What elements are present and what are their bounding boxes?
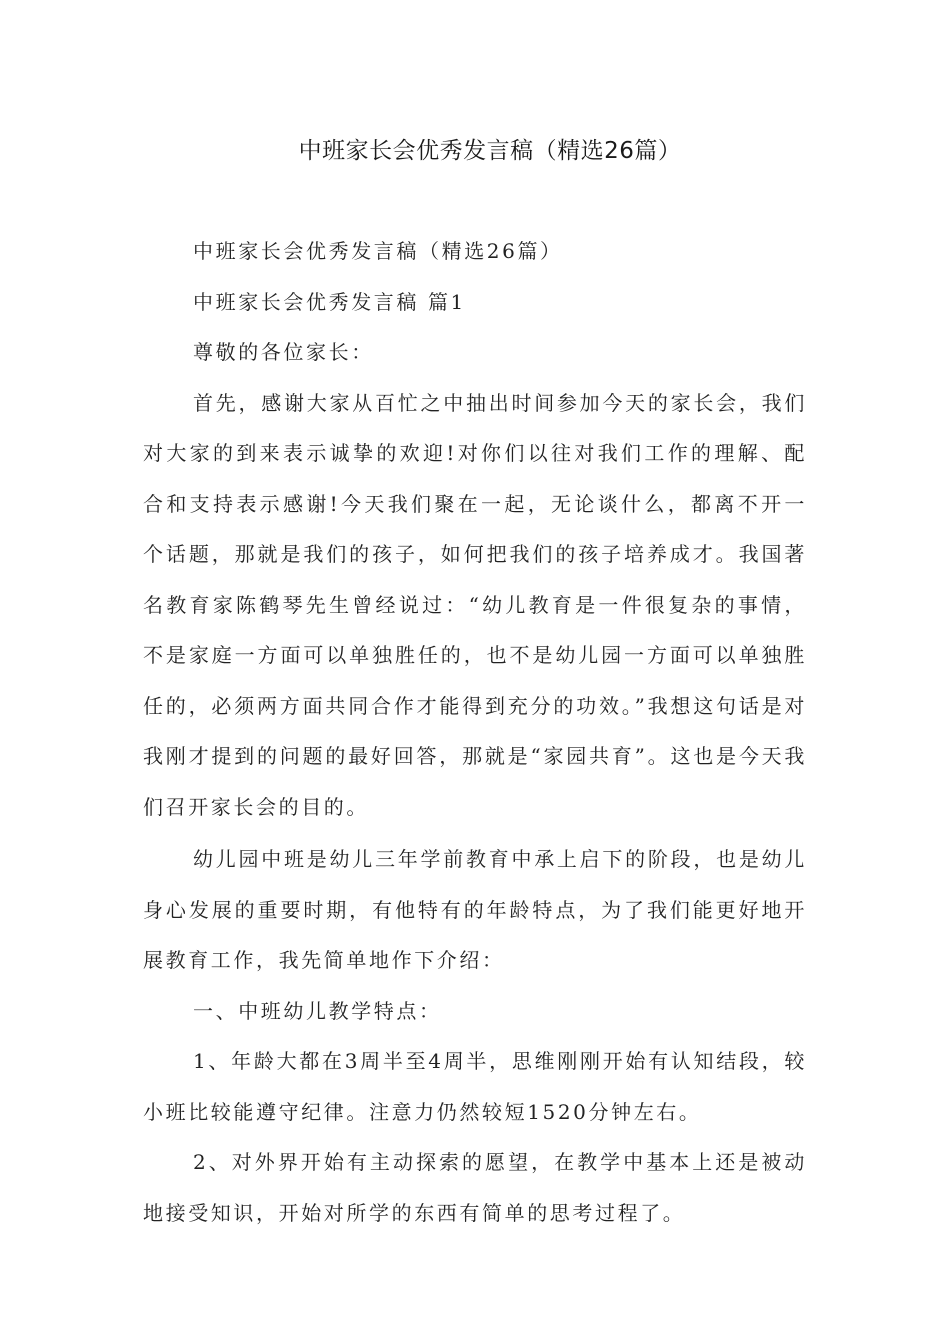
paragraph-heading-teaching-features: 一、中班幼儿教学特点：: [193, 998, 442, 1023]
paragraph-salutation: 尊敬的各位家长：: [193, 340, 374, 364]
paragraph-intro: 首先，感谢大家从百忙之中抽出时间参加今天的家长会，我们对大家的到来表示诚挚的欢迎!对你们以往对我们工作的理解、配合和支持表示感谢!今天我们聚在一起，无论谈什么，都离不开一个话题，那就是我们的孩子，如何把我们的孩子培养成才。我国著名教育家陈鹤琴先生曾经说过：“幼儿教育是一件很复杂的事情，不是家庭一方面可以单独胜任的，也不是幼儿园一方面可以单独胜任的，必须两方面共同合作才能得到充分的功效。”我想这句话是对我刚才提到的问题的最好回答，那就是“家园共育”。这也是今天我们召开家长会的目的。: [143, 390, 807, 819]
paragraph-section-heading: 中班家长会优秀发言稿 篇1: [193, 289, 466, 314]
paragraph-point-1: 1、年龄大都在3周半至4周半，思维刚刚开始有认知结段，较小班比较能遵守纪律。注意力仍然较短1520分钟左右。: [143, 1049, 807, 1124]
document-title: 中班家长会优秀发言稿（精选26篇）: [298, 138, 682, 164]
paragraph-subtitle: 中班家长会优秀发言稿（精选26篇）: [193, 239, 563, 263]
paragraph-point-2: 2、对外界开始有主动探索的愿望，在教学中基本上还是被动地接受知识，开始对所学的东西有简单的思考过程了。: [143, 1150, 807, 1225]
paragraph-middle-class: 幼儿园中班是幼儿三年学前教育中承上启下的阶段，也是幼儿身心发展的重要时期，有他特有的年龄特点，为了我们能更好地开展教育工作，我先简单地作下介绍：: [143, 847, 807, 972]
document-body: [143, 226, 807, 1238]
